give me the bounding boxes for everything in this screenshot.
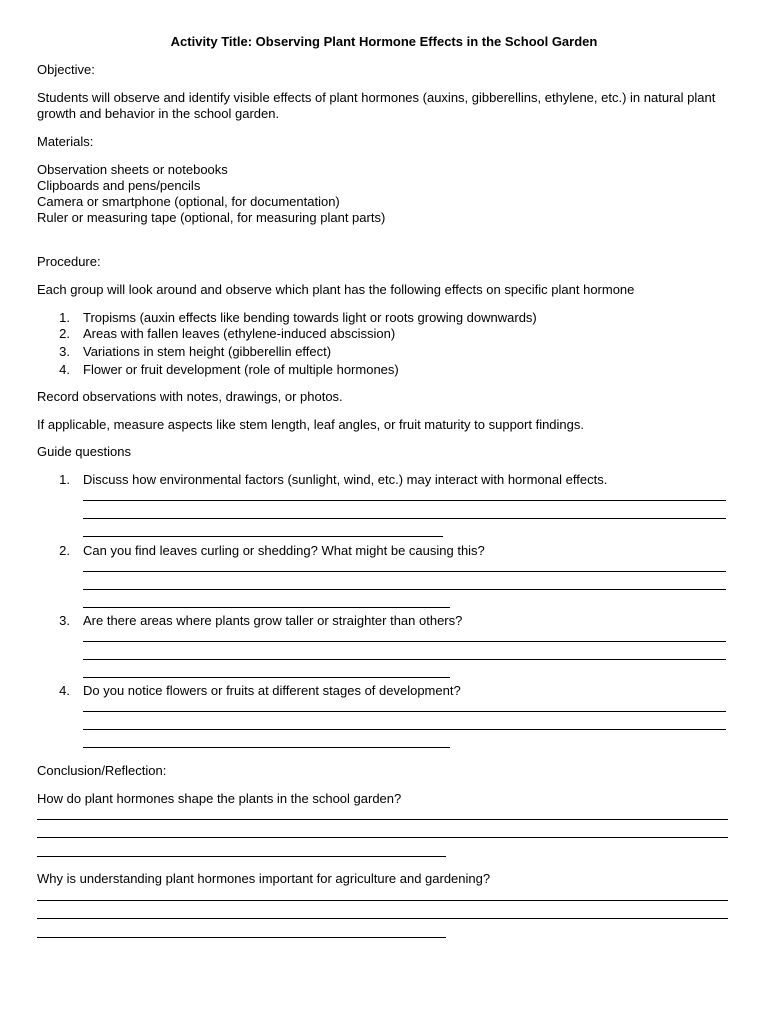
procedure-item-number: 3. xyxy=(59,344,70,359)
procedure-measure: If applicable, measure aspects like stem length, leaf angles, or fruit maturity to support findings. xyxy=(37,417,584,432)
answer-line[interactable] xyxy=(37,937,446,938)
procedure-intro: Each group will look around and observe which plant has the following effects on specific plant hormone xyxy=(37,282,635,297)
answer-line[interactable] xyxy=(37,837,728,838)
guide-question-number: 2. xyxy=(59,543,70,558)
procedure-item-text: Tropisms (auxin effects like bending towards light or roots growing downwards) xyxy=(83,310,537,325)
answer-line[interactable] xyxy=(83,607,450,608)
guide-question-text: Discuss how environmental factors (sunlight, wind, etc.) may interact with hormonal effects. xyxy=(83,472,608,487)
procedure-record: Record observations with notes, drawings, or photos. xyxy=(37,389,343,404)
answer-line[interactable] xyxy=(83,571,726,572)
materials-item: Ruler or measuring tape (optional, for measuring plant parts) xyxy=(37,210,386,225)
answer-line[interactable] xyxy=(37,918,728,919)
answer-line[interactable] xyxy=(83,729,726,730)
answer-line[interactable] xyxy=(83,747,450,748)
procedure-item-number: 2. xyxy=(59,326,70,341)
materials-item: Clipboards and pens/pencils xyxy=(37,178,201,193)
procedure-item-text: Areas with fallen leaves (ethylene-induced abscission) xyxy=(83,326,396,341)
procedure-item-text: Flower or fruit development (role of multiple hormones) xyxy=(83,362,399,377)
procedure-item-number: 4. xyxy=(59,362,70,377)
guide-question-number: 4. xyxy=(59,683,70,698)
conclusion-heading: Conclusion/Reflection: xyxy=(37,763,167,778)
answer-line[interactable] xyxy=(37,856,446,857)
answer-line[interactable] xyxy=(83,589,726,590)
answer-line[interactable] xyxy=(83,711,726,712)
guide-question-text: Are there areas where plants grow taller or straighter than others? xyxy=(83,613,463,628)
procedure-item-number: 1. xyxy=(59,310,70,325)
objective-heading: Objective: xyxy=(37,62,95,77)
answer-line[interactable] xyxy=(37,819,728,820)
answer-line[interactable] xyxy=(83,641,726,642)
answer-line[interactable] xyxy=(83,677,450,678)
answer-line[interactable] xyxy=(37,900,728,901)
conclusion-question: How do plant hormones shape the plants in the school garden? xyxy=(37,791,402,806)
activity-title: Activity Title: Observing Plant Hormone Effects in the School Garden xyxy=(170,34,598,49)
conclusion-question: Why is understanding plant hormones important for agriculture and gardening? xyxy=(37,871,491,886)
answer-line[interactable] xyxy=(83,659,726,660)
materials-item: Observation sheets or notebooks xyxy=(37,162,228,177)
guide-question-text: Can you find leaves curling or shedding? What might be causing this? xyxy=(83,543,485,558)
procedure-item-text: Variations in stem height (gibberellin effect) xyxy=(83,344,332,359)
answer-line[interactable] xyxy=(83,500,726,501)
materials-heading: Materials: xyxy=(37,134,94,149)
guide-questions-heading: Guide questions xyxy=(37,444,131,459)
materials-item: Camera or smartphone (optional, for documentation) xyxy=(37,194,340,209)
guide-question-number: 1. xyxy=(59,472,70,487)
objective-text-line-2: growth and behavior in the school garden. xyxy=(37,106,280,121)
procedure-heading: Procedure: xyxy=(37,254,101,269)
guide-question-text: Do you notice flowers or fruits at different stages of development? xyxy=(83,683,461,698)
answer-line[interactable] xyxy=(83,536,443,537)
objective-text-line-1: Students will observe and identify visible effects of plant hormones (auxins, gibberellins, ethylene, etc.) in natural plant xyxy=(37,90,716,105)
guide-question-number: 3. xyxy=(59,613,70,628)
answer-line[interactable] xyxy=(83,518,726,519)
